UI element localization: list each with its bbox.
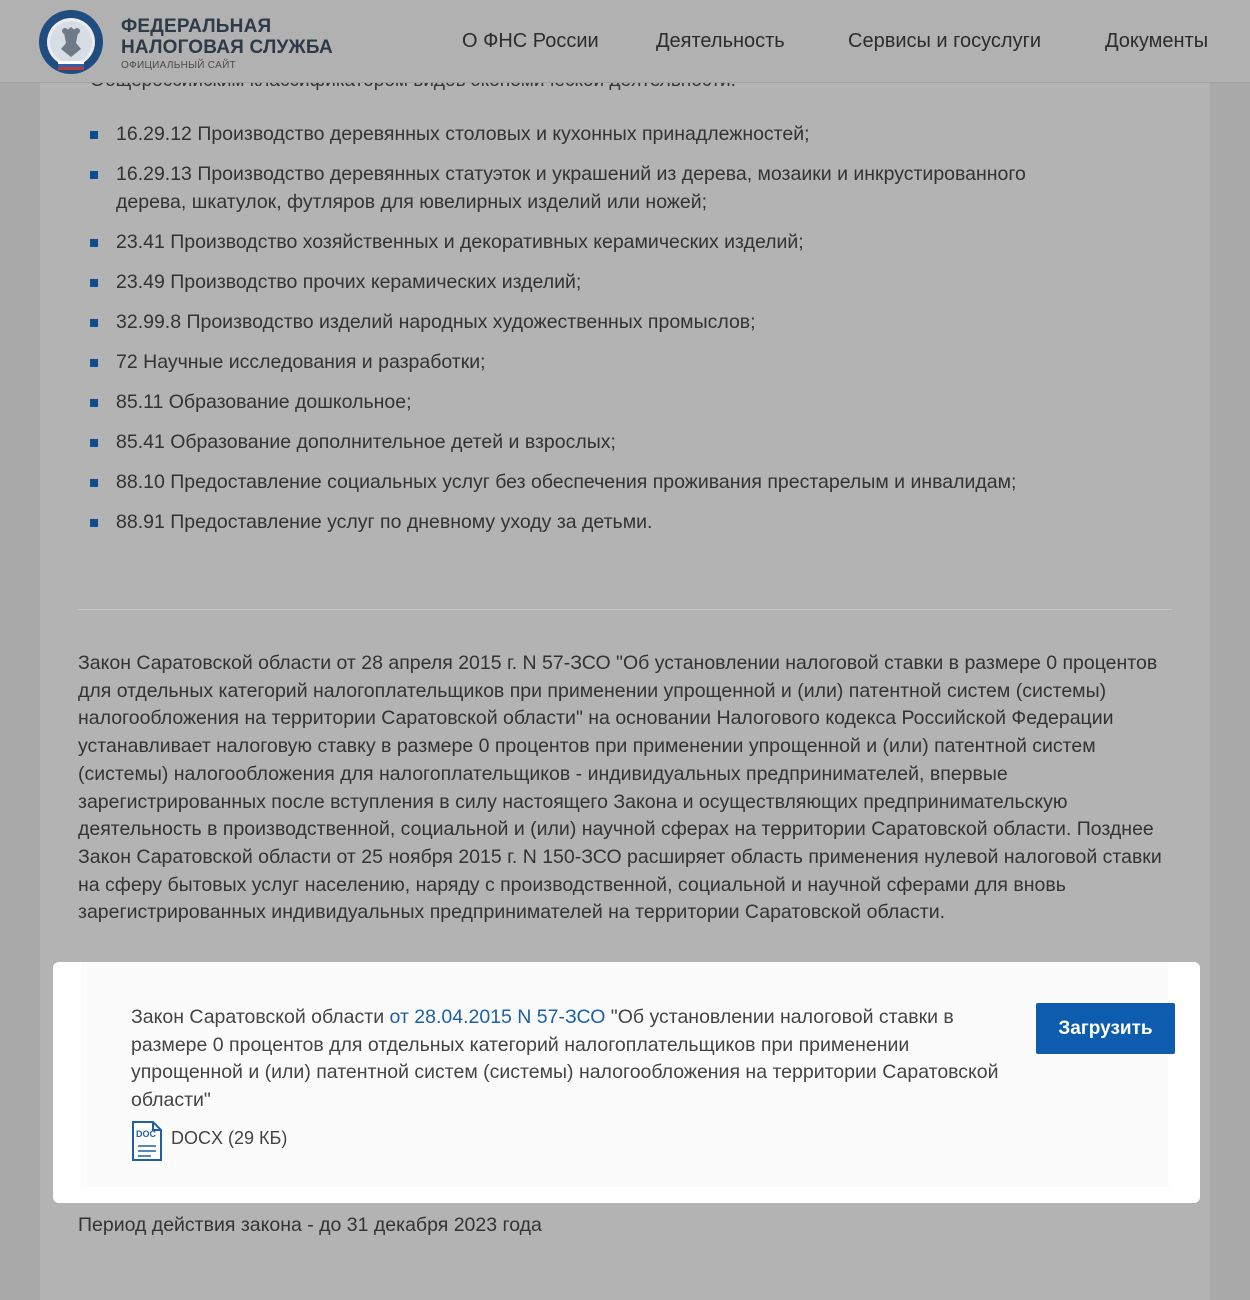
file-label[interactable]: DOCX (29 КБ) <box>171 1128 288 1148</box>
doc-icon-label: DOC <box>136 1129 156 1139</box>
nav-item-services[interactable]: Сервисы и госуслуги <box>848 30 1042 52</box>
logo-title-line1: ФЕДЕРАЛЬНАЯ <box>121 16 272 37</box>
list-item <box>90 388 1090 416</box>
list-item-text: 88.10 Предоставление социальных услуг без обеспечения проживания престарелым и инвалидам; <box>116 471 1017 493</box>
list-item <box>90 428 1090 456</box>
doc-file-icon[interactable] <box>131 1120 163 1162</box>
document-title <box>131 1004 1016 1114</box>
list-item-text: 16.29.12 Производство деревянных столовых и кухонных принадлежностей; <box>116 123 810 145</box>
list-item <box>90 228 1090 256</box>
list-item <box>90 268 1090 296</box>
list-item-text: 85.11 Образование дошкольное; <box>116 391 412 413</box>
list-item <box>90 308 1090 336</box>
document-title-prefix: Закон Саратовской области <box>131 1006 390 1028</box>
bullet-square-icon <box>90 131 98 139</box>
list-item-text: 85.41 Образование дополнительное детей и взрослых; <box>116 431 616 453</box>
list-item-text: 23.41 Производство хозяйственных и декоративных керамических изделий; <box>116 231 804 253</box>
logo-title-line2: НАЛОГОВАЯ СЛУЖБА <box>121 37 333 58</box>
nav-item-documents[interactable]: Документы <box>1105 30 1209 52</box>
main-nav <box>0 30 1250 60</box>
bullet-square-icon <box>90 171 98 179</box>
bullet-square-icon <box>90 239 98 247</box>
bullet-square-icon <box>90 439 98 447</box>
document-card-body <box>81 962 1169 1187</box>
list-item-text: 32.99.8 Производство изделий народных художественных промыслов; <box>116 311 756 333</box>
list-item <box>90 120 1090 148</box>
list-item <box>90 508 1090 536</box>
law-period-text: Период действия закона - до 31 декабря 2023 года <box>78 1214 542 1236</box>
list-item-text: 23.49 Производство прочих керамических изделий; <box>116 271 582 293</box>
list-item <box>90 160 1090 216</box>
bullet-square-icon <box>90 359 98 367</box>
document-title-suffix: "Об установлении налоговой ставки в размере 0 процентов для отдельных категорий налогоплательщиков при применении упрощенной и (или) патентной систем (системы) налогообложения на территории Саратовской области" <box>131 1006 999 1111</box>
bullet-square-icon <box>90 279 98 287</box>
okved-list <box>90 120 1090 548</box>
list-item <box>90 348 1090 376</box>
bullet-square-icon <box>90 319 98 327</box>
logo-subtitle: ОФИЦИАЛЬНЫЙ САЙТ <box>121 60 236 71</box>
document-link[interactable]: от 28.04.2015 N 57-ЗСО <box>389 1006 606 1028</box>
law-description-paragraph: Закон Саратовской области от 28 апреля 2015 г. N 57-ЗСО "Об установлении налоговой ставки в размере 0 процентов для отдельных категорий налогоплательщиков при применении упрощенной и (или) патентной систем (системы) налогообложения на территории Саратовской области" на основании Налогового кодекса Российской Федерации устанавливает налоговую ставку в размере 0 процентов при применении упрощенной и (или) патентной систем (системы) налогообложения для налогоплательщиков - индивидуальных предпринимателей, впервые зарегистрированных после вступления в силу настоящего Закона и осуществляющих предпринимательскую деятельность в производственной, социальной и (или) научной сферах на территории Саратовской области. Позднее Закон Саратовской области от 25 ноября 2015 г. N 150-ЗСО расширяет область применения нулевой налоговой ставки на сферу бытовых услуг населению, наряду с производственной, социальной и научной сферами для вновь зарегистрированных индивидуальных предпринимателей на территории Саратовской области. <box>78 652 1162 924</box>
bullet-square-icon <box>90 479 98 487</box>
download-button[interactable]: Загрузить <box>1036 1003 1175 1054</box>
site-header <box>0 0 1250 83</box>
section-divider <box>78 609 1172 610</box>
list-item-text: 72 Научные исследования и разработки; <box>116 351 486 373</box>
nav-item-about[interactable]: О ФНС России <box>462 30 599 52</box>
list-item-text: 16.29.13 Производство деревянных статуэток и украшений из дерева, мозаики и инкрустированного дерева, шкатулок, футляров для ювелирных изделий или ножей; <box>116 163 1026 213</box>
document-card <box>53 962 1200 1203</box>
list-item-text: 88.91 Предоставление услуг по дневному уходу за детьми. <box>116 511 653 533</box>
bullet-square-icon <box>90 519 98 527</box>
bullet-square-icon <box>90 399 98 407</box>
nav-item-activity[interactable]: Деятельность <box>656 30 785 52</box>
list-item <box>90 468 1090 496</box>
